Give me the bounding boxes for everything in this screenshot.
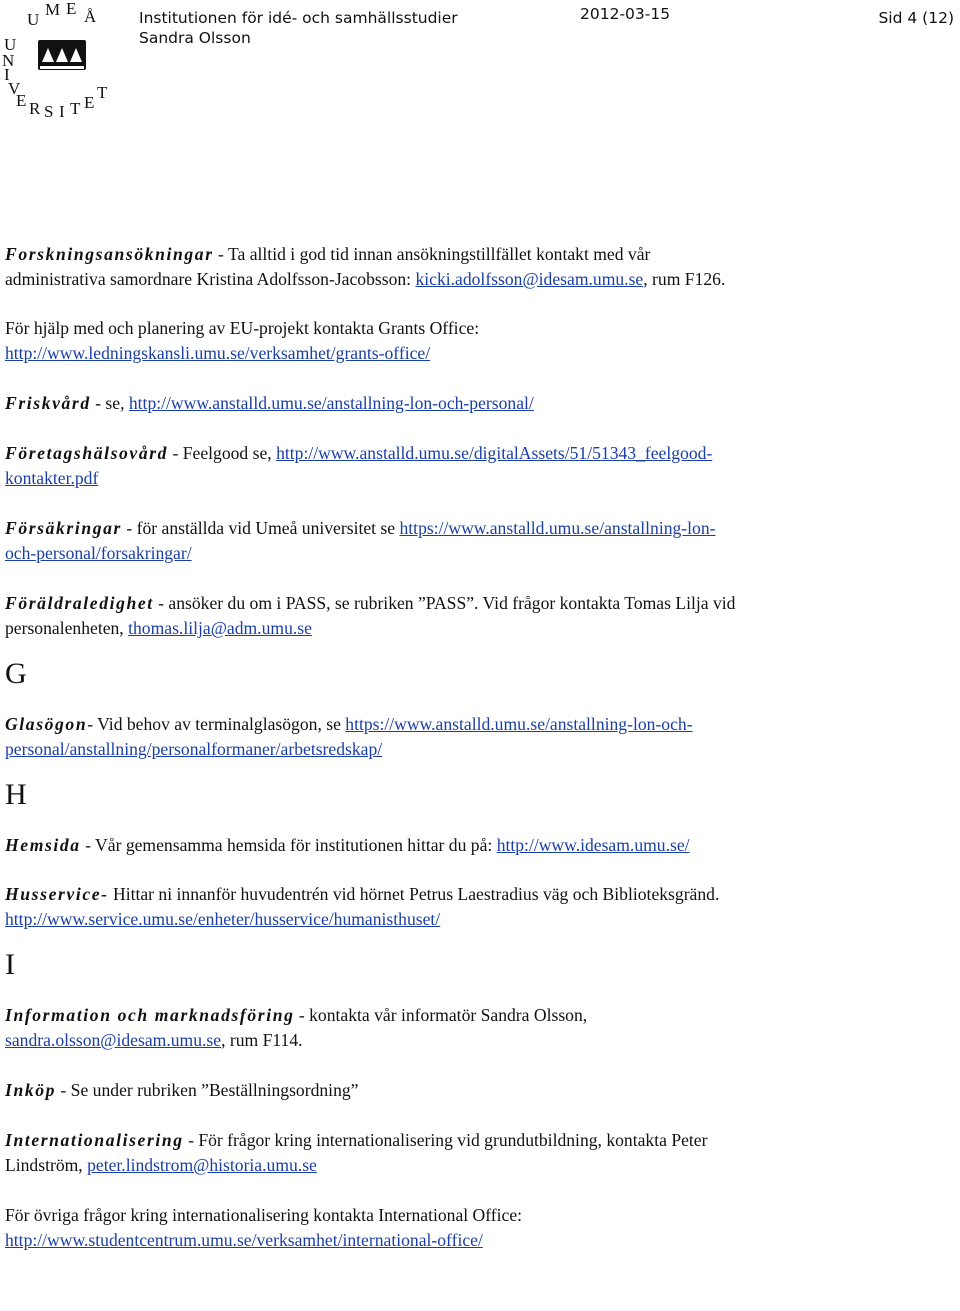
email-link-sandra[interactable]: sandra.olsson@idesam.umu.se <box>5 1030 222 1050</box>
entry-text: Hittar ni innanför huvudentrén vid hörnet Petrus Laestradius väg och Biblioteksgränd. <box>108 884 720 904</box>
entry-foretagshalsovard <box>5 441 955 491</box>
entry-text: - Feelgood se, <box>168 443 277 463</box>
svg-text:U: U <box>4 35 17 54</box>
svg-text:U: U <box>27 10 40 29</box>
link-husservice[interactable]: http://www.service.umu.se/enheter/husservice/humanisthuset/ <box>5 909 441 929</box>
entry-term: Information och marknadsföring <box>5 1005 295 1025</box>
svg-text:T: T <box>70 99 81 118</box>
section-letter-g: G <box>5 657 27 690</box>
entry-text: - Ta alltid i god tid innan ansökningstillfället kontakt med vår <box>213 244 651 264</box>
link-feelgood-cont[interactable]: kontakter.pdf <box>5 468 99 488</box>
entry-term: Husservice- <box>5 884 109 904</box>
entry-foraldraledighet <box>5 591 955 641</box>
entry-friskvard <box>5 391 955 416</box>
header-author: Sandra Olsson <box>139 29 251 47</box>
svg-text:I: I <box>59 102 65 118</box>
entry-hemsida <box>5 833 955 858</box>
entry-text: - För frågor kring internationalisering vid grundutbildning, kontakta Peter <box>183 1130 708 1150</box>
entry-glasogon <box>5 712 955 762</box>
entry-term: Hemsida <box>5 835 81 855</box>
entry-forsakringar <box>5 516 955 566</box>
entry-text: , rum F114. <box>221 1030 303 1050</box>
email-link-thomas[interactable]: thomas.lilja@adm.umu.se <box>128 618 312 638</box>
umea-university-logo <box>0 0 120 118</box>
link-forsakringar-cont[interactable]: och-personal/forsakringar/ <box>5 543 192 563</box>
entry-text: - Se under rubriken ”Beställningsordning” <box>56 1080 359 1100</box>
svg-text:M: M <box>45 0 61 19</box>
link-international-office[interactable]: http://www.studentcentrum.umu.se/verksamhet/international-office/ <box>5 1230 483 1250</box>
entry-text: - Vår gemensamma hemsida för institutionen hittar du på: <box>80 835 497 855</box>
entry-inkop <box>5 1078 955 1103</box>
entry-term: Företagshälsovård <box>5 443 169 463</box>
entry-text: - Vid behov av terminalglasögon, se <box>87 714 346 734</box>
link-hemsida[interactable]: http://www.idesam.umu.se/ <box>496 835 690 855</box>
link-feelgood[interactable]: http://www.anstalld.umu.se/digitalAssets/51/51343_feelgood- <box>276 443 713 463</box>
link-friskvard[interactable]: http://www.anstalld.umu.se/anstallning-lon-och-personal/ <box>128 393 534 413</box>
entry-text: - se, <box>90 393 129 413</box>
email-link-peter[interactable]: peter.lindstrom@historia.umu.se <box>87 1155 317 1175</box>
link-glasogon-cont[interactable]: personal/anstallning/personalformaner/arbetsredskap/ <box>5 739 383 759</box>
section-letter-h: H <box>5 778 27 811</box>
entry-text: , rum F126. <box>643 269 726 289</box>
entry-text: - ansöker du om i PASS, se rubriken ”PASS”. Vid frågor kontakta Tomas Lilja vid <box>153 593 736 613</box>
svg-text:R: R <box>29 99 41 118</box>
entry-term: Glasögon <box>5 714 88 734</box>
svg-text:E: E <box>66 0 77 18</box>
entry-term: Föräldraledighet <box>5 593 154 613</box>
svg-text:T: T <box>97 83 108 102</box>
email-link-kicki[interactable]: kicki.adolfsson@idesam.umu.se <box>415 269 644 289</box>
svg-text:E: E <box>84 93 95 112</box>
svg-text:N: N <box>2 51 15 70</box>
entry-internationalisering <box>5 1128 955 1178</box>
entry-text: administrativa samordnare Kristina Adolfsson-Jacobsson: <box>5 269 416 289</box>
entry-forskningsansokningar <box>5 242 955 292</box>
entry-husservice <box>5 882 955 932</box>
svg-text:V: V <box>8 79 21 98</box>
entry-text: För övriga frågor kring internationalisering kontakta International Office: <box>5 1205 523 1225</box>
entry-text: För hjälp med och planering av EU-projekt kontakta Grants Office: <box>5 318 480 338</box>
svg-text:Å: Å <box>84 7 97 26</box>
link-forsakringar[interactable]: https://www.anstalld.umu.se/anstallning-lon- <box>399 518 716 538</box>
svg-text:I: I <box>4 65 10 84</box>
document-body <box>5 242 955 1253</box>
entry-information <box>5 1003 955 1053</box>
entry-text: - kontakta vår informatör Sandra Olsson, <box>294 1005 588 1025</box>
entry-term: Forskningsansökningar <box>5 244 214 264</box>
entry-eu-projekt <box>5 316 955 366</box>
link-glasogon[interactable]: https://www.anstalld.umu.se/anstallning-lon-och- <box>345 714 693 734</box>
header-institution: Institutionen för idé- och samhällsstudier <box>139 9 458 27</box>
logo-seal <box>38 40 86 70</box>
entry-text: Lindström, <box>5 1155 88 1175</box>
entry-term: Friskvård <box>5 393 91 413</box>
entry-term: Inköp <box>5 1080 57 1100</box>
header-page-number: Sid 4 (12) <box>878 9 954 27</box>
section-letter-i: I <box>5 948 15 981</box>
entry-term: Försäkringar <box>5 518 122 538</box>
entry-text: personalenheten, <box>5 618 129 638</box>
link-grants-office[interactable]: http://www.ledningskansli.umu.se/verksamhet/grants-office/ <box>5 343 431 363</box>
svg-text:S: S <box>44 102 54 118</box>
entry-term: Internationalisering <box>5 1130 184 1150</box>
entry-international-office <box>5 1203 955 1253</box>
header-date: 2012-03-15 <box>580 5 671 23</box>
svg-text:E: E <box>16 91 27 110</box>
entry-text: - för anställda vid Umeå universitet se <box>121 518 400 538</box>
